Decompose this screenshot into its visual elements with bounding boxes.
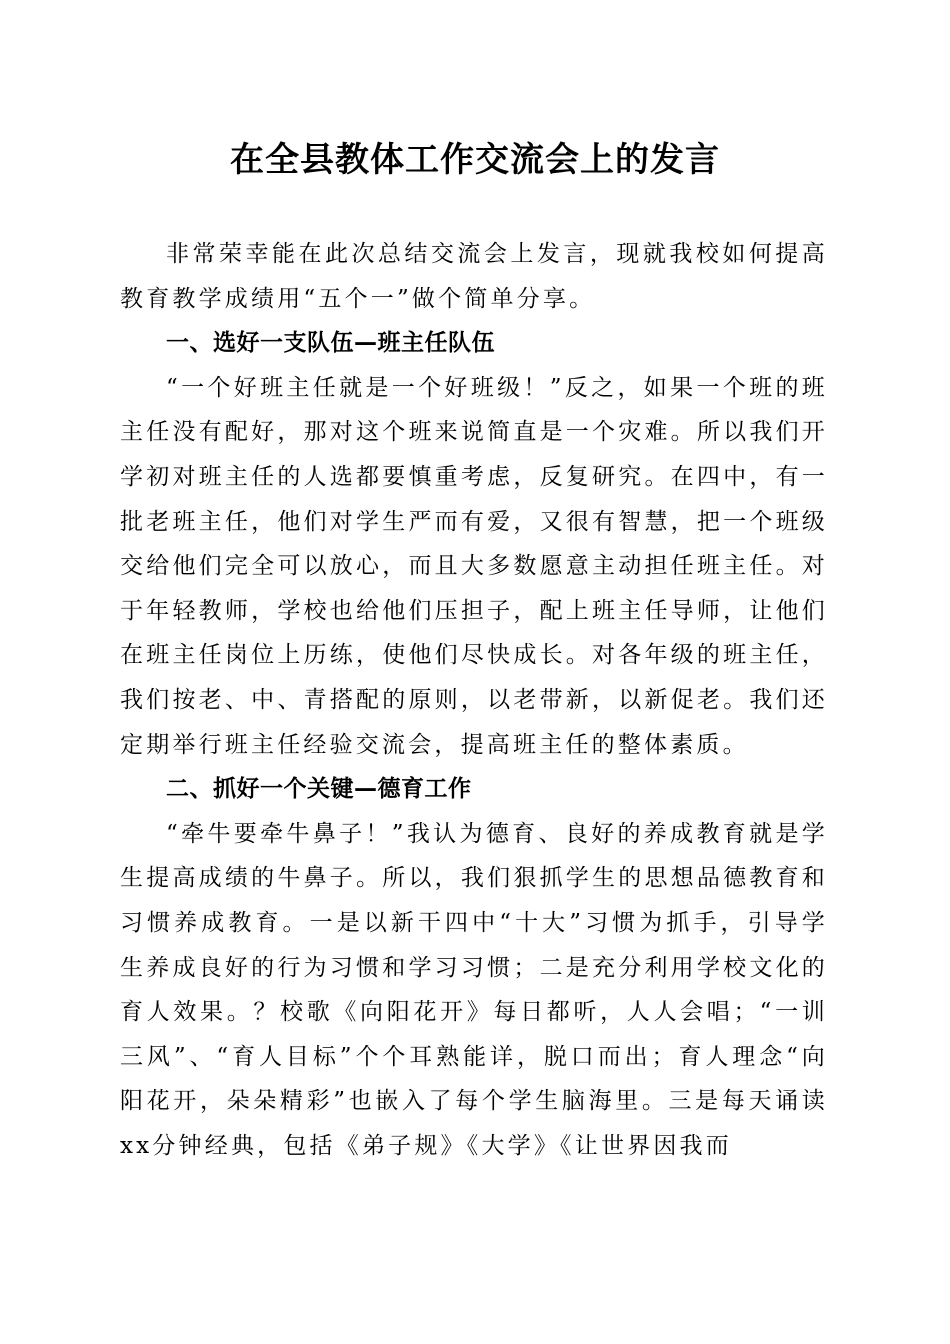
section-1-paragraph: “一个好班主任就是一个好班级！”反之，如果一个班的班主任没有配好，那对这个班来说简直是一个灾难。所以我们开学初对班主任的人选都要慎重考虑，反复研究。在四中，有一批老班主任，他们对学生严而有爱，又很有智慧，把一个班级交给他们完全可以放心，而且大多数愿意主动担任班主任。对于年轻教师，学校也给他们压担子，配上班主任导师，让他们在班主任岗位上历练，使他们尽快成长。对各年级的班主任，我们按老、中、青搭配的原则，以老带新，以新促老。我们还定期举行班主任经验交流会，提高班主任的整体素质。 xyxy=(120,374,828,758)
section-2-heading: 二、抓好一个关键—德育工作 xyxy=(166,776,472,803)
section-2-paragraph: “牵牛要牵牛鼻子！”我认为德育、良好的养成教育就是学生提高成绩的牛鼻子。所以，我们狠抓学生的思想品德教育和习惯养成教育。一是以新干四中“十大”习惯为抓手，引导学生养成良好的行为习惯和学习习惯；二是充分利用学校文化的育人效果。？校歌《向阳花开》每日都听，人人会唱；“一训三风”、“育人目标”个个耳熟能详，脱口而出；育人理念“向阳花开，朵朵精彩”也嵌入了每个学生脑海里。三是每天诵读xx分钟经典，包括《弟子规》《大学》《让世界因我而 xyxy=(120,820,828,1159)
intro-paragraph: 非常荣幸能在此次总结交流会上发言，现就我校如何提高教育教学成绩用“五个一”做个简单分享。 xyxy=(120,241,828,312)
section-1-heading: 一、选好一支队伍—班主任队伍 xyxy=(166,330,495,357)
document-title: 在全县教体工作交流会上的发言 xyxy=(230,140,720,180)
document-body xyxy=(120,232,828,1168)
